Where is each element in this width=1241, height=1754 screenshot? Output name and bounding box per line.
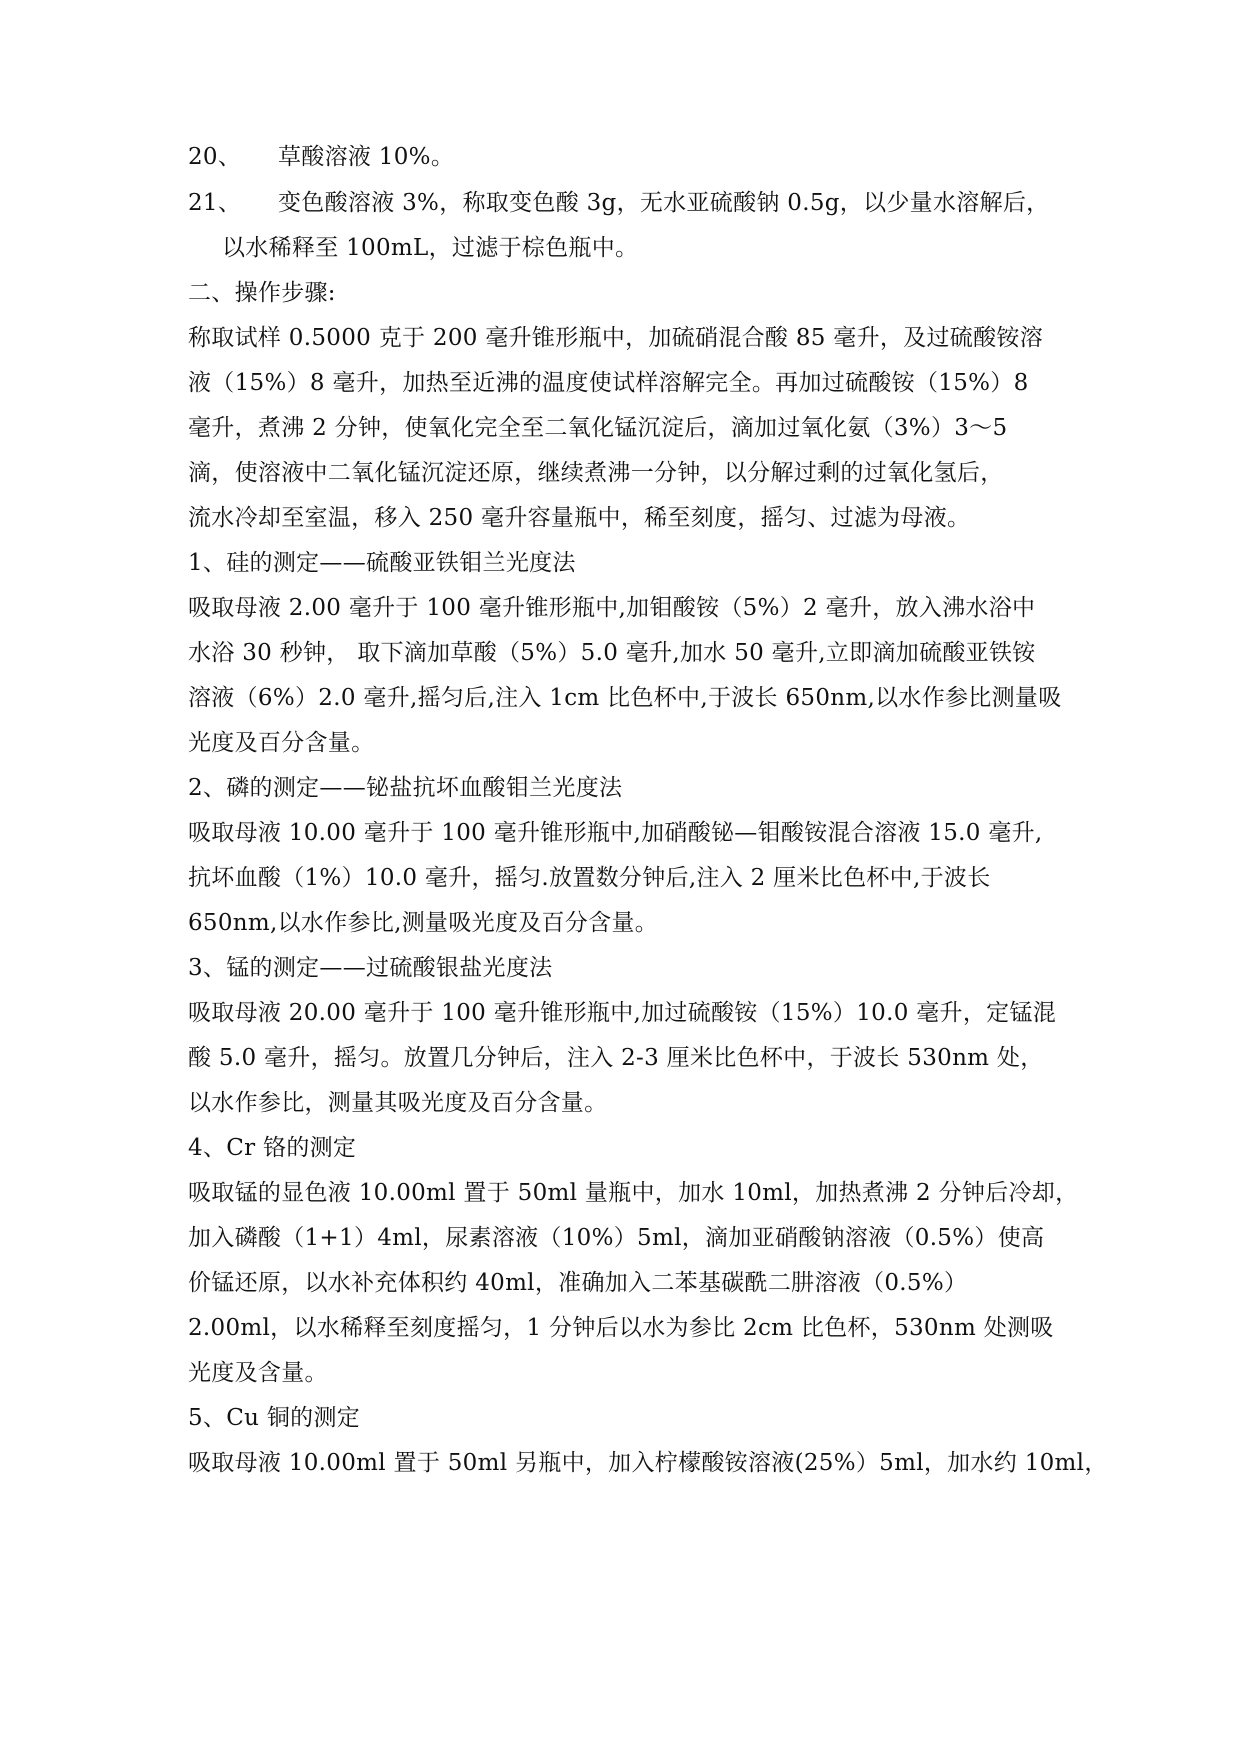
paragraph-line: 以水作参比，测量其吸光度及百分含量。	[188, 1090, 608, 1116]
paragraph-line: 吸取母液 10.00 毫升于 100 毫升锥形瓶中,加硝酸铋—钼酸铵混合溶液 15.0 毫升,	[188, 820, 1043, 846]
paragraph-line: 光度及含量。	[188, 1360, 328, 1386]
paragraph-line: 吸取母液 20.00 毫升于 100 毫升锥形瓶中,加过硫酸铵（15%）10.0 毫升，定锰混	[188, 1000, 1057, 1026]
paragraph-line: 吸取母液 2.00 毫升于 100 毫升锥形瓶中,加钼酸铵（5%）2 毫升，放入沸水浴中	[188, 595, 1036, 621]
paragraph-line: 加入磷酸（1+1）4ml，尿素溶液（10%）5ml，滴加亚硝酸钠溶液（0.5%）使高	[188, 1225, 1045, 1251]
item-number: 20、	[188, 144, 242, 170]
paragraph-line: 吸取母液 10.00ml 置于 50ml 另瓶中，加入柠檬酸铵溶液(25%）5ml，加水约 10ml，	[188, 1450, 1108, 1476]
paragraph-line: 2.00ml，以水稀释至刻度摇匀，1 分钟后以水为参比 2cm 比色杯，530nm 处测吸	[188, 1315, 1054, 1341]
procedure-line: 滴，使溶液中二氧化锰沉淀还原，继续煮沸一分钟，以分解过剩的过氧化氢后，	[188, 460, 1004, 486]
paragraph-line: 酸 5.0 毫升，摇匀。放置几分钟后，注入 2-3 厘米比色杯中，于波长 530nm 处，	[188, 1045, 1044, 1071]
paragraph-line: 650nm,以水作参比,测量吸光度及百分含量。	[188, 910, 659, 936]
item-number: 21、	[188, 190, 242, 216]
procedure-line: 液（15%）8 毫升，加热至近沸的温度使试样溶解完全。再加过硫酸铵（15%）8	[188, 370, 1029, 396]
item-text: 草酸溶液 10%。	[278, 144, 455, 170]
section-title: 二、操作步骤:	[188, 280, 336, 306]
paragraph-line: 价锰还原，以水补充体积约 40ml，准确加入二苯基碳酰二肼溶液（0.5%）	[188, 1270, 968, 1296]
list-item-21-continuation: 以水稀释至 100mL，过滤于棕色瓶中。	[222, 235, 639, 261]
paragraph-line: 吸取锰的显色液 10.00ml 置于 50ml 量瓶中，加水 10ml，加热煮沸 2 分钟后冷却，	[188, 1180, 1079, 1206]
list-item-20	[188, 137, 454, 177]
section-heading-copper: 5、Cu 铜的测定	[188, 1405, 361, 1431]
item-text: 变色酸溶液 3%，称取变色酸 3g，无水亚硫酸钠 0.5g，以少量水溶解后，	[278, 190, 1050, 216]
paragraph-line: 水浴 30 秒钟， 取下滴加草酸（5%）5.0 毫升,加水 50 毫升,立即滴加硫酸亚铁铵	[188, 640, 1036, 666]
section-heading-manganese: 3、锰的测定——过硫酸银盐光度法	[188, 955, 553, 981]
section-heading-silicon: 1、硅的测定——硫酸亚铁钼兰光度法	[188, 550, 576, 576]
section-heading-chromium: 4、Cr 铬的测定	[188, 1135, 357, 1161]
paragraph-line: 光度及百分含量。	[188, 730, 375, 756]
procedure-line: 称取试样 0.5000 克于 200 毫升锥形瓶中，加硫硝混合酸 85 毫升，及过硫酸铵溶	[188, 325, 1044, 351]
procedure-line: 毫升，煮沸 2 分钟，使氧化完全至二氧化锰沉淀后，滴加过氧化氨（3%）3～5	[188, 415, 1008, 441]
paragraph-line: 抗坏血酸（1%）10.0 毫升，摇匀.放置数分钟后,注入 2 厘米比色杯中,于波长	[188, 865, 991, 891]
paragraph-line: 溶液（6%）2.0 毫升,摇匀后,注入 1cm 比色杯中,于波长 650nm,以水作参比测量吸	[188, 685, 1062, 711]
procedure-line: 流水冷却至室温，移入 250 毫升容量瓶中，稀至刻度，摇匀、过滤为母液。	[188, 505, 971, 531]
list-item-21	[188, 183, 1049, 223]
section-heading-phosphorus: 2、磷的测定——铋盐抗坏血酸钼兰光度法	[188, 775, 623, 801]
